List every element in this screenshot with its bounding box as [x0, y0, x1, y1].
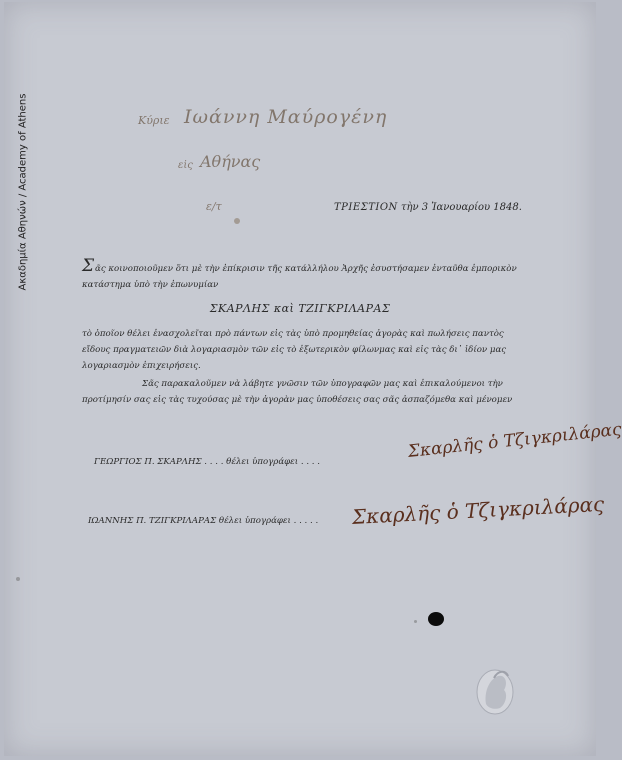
paragraph-closing: Σᾶς παρακαλοῦμεν νὰ λάβητε γνῶσιν τῶν ὑπογραφῶν μας καὶ ἐπικαλούμενοι τὴν προτίμησίν σας εἰς τὰς τυχούσας μὲ τὴν ἀγορὰν μας ὑποθέσεις σας σᾶς ἀσπαζόμεθα καὶ μένομεν: [82, 379, 513, 405]
firm-name: ΣΚΑΡΛΗΣ καὶ ΤΖΙΓΚΡΙΛΑΡΑΣ: [209, 302, 391, 315]
paragraph-business: τὸ ὁποῖον θέλει ἐνασχολεῖται πρὸ πάντων εἰς τὰς ὑπὸ προμηθείας ἀγορὰς καὶ πωλήσεις παντὸς εἴδους πραγματειῶν διὰ λογαριασμὸν τῶν εἰς τὸ ἐξωτερικὸν φίλωνμας καὶ εἰς τὰς δι᾽ ἰδίον μας λογαριασμὸν ἐπιχειρήσεις.: [82, 329, 507, 371]
signatory-1-label: ΓΕΩΡΓΙΟΣ Π. ΣΚΑΡΛΗΣ . . . . θέλει ὑπογράφει . . . .: [94, 457, 320, 467]
archive-watermark-label: [12, 42, 34, 342]
address-at: εἰς: [178, 160, 193, 171]
ink-spot: [414, 620, 417, 623]
recipient-name: Ιωάννη Μαύρογένη: [184, 106, 388, 128]
ink-spot: [16, 577, 20, 581]
recipient-city: Αθήνας: [200, 152, 261, 171]
dateline: [334, 202, 522, 213]
signatory-2-signature: Σκαρλῆς ὁ Τζιγκριλάρας: [351, 491, 605, 529]
drop-initial: Σ: [82, 256, 95, 276]
dateline-city: ΤΡΙΕΣΤΙΟΝ: [334, 202, 398, 213]
paragraph-announcement: [82, 258, 522, 293]
paragraph-announcement-text: ᾶς κοινοποιοῦμεν ὅτι μὲ τὴν ἐπίκρισιν τῆς κατάλλήλου Ἀρχῆς ἐσυστήσαμεν ἐνταῦθα ἐμπορικὸν κατάστημα ὑπὸ τὴν ἐπωνυμίαν: [82, 264, 517, 290]
archive-label-text: Ακαδημία Αθηνών / Academy of Athens: [17, 93, 29, 291]
signatory-1-signature: Σκαρλῆς ὁ Τζιγκριλάρας: [406, 419, 622, 462]
ink-spot: [234, 218, 240, 224]
punch-hole: [428, 612, 444, 626]
signatory-2-label: ΙΩΑΝΝΗΣ Π. ΤΖΙΓΚΡΙΛΑΡΑΣ θέλει ὑπογράφει . . . . .: [88, 516, 319, 526]
athena-seal-icon: [472, 664, 518, 718]
address-prefix: Κύριε: [138, 114, 170, 127]
letter-page: [4, 2, 622, 756]
dateline-date: τὴν 3 Ἰανουαρίου 1848.: [400, 202, 522, 213]
address-note: ε/τ: [206, 200, 222, 213]
